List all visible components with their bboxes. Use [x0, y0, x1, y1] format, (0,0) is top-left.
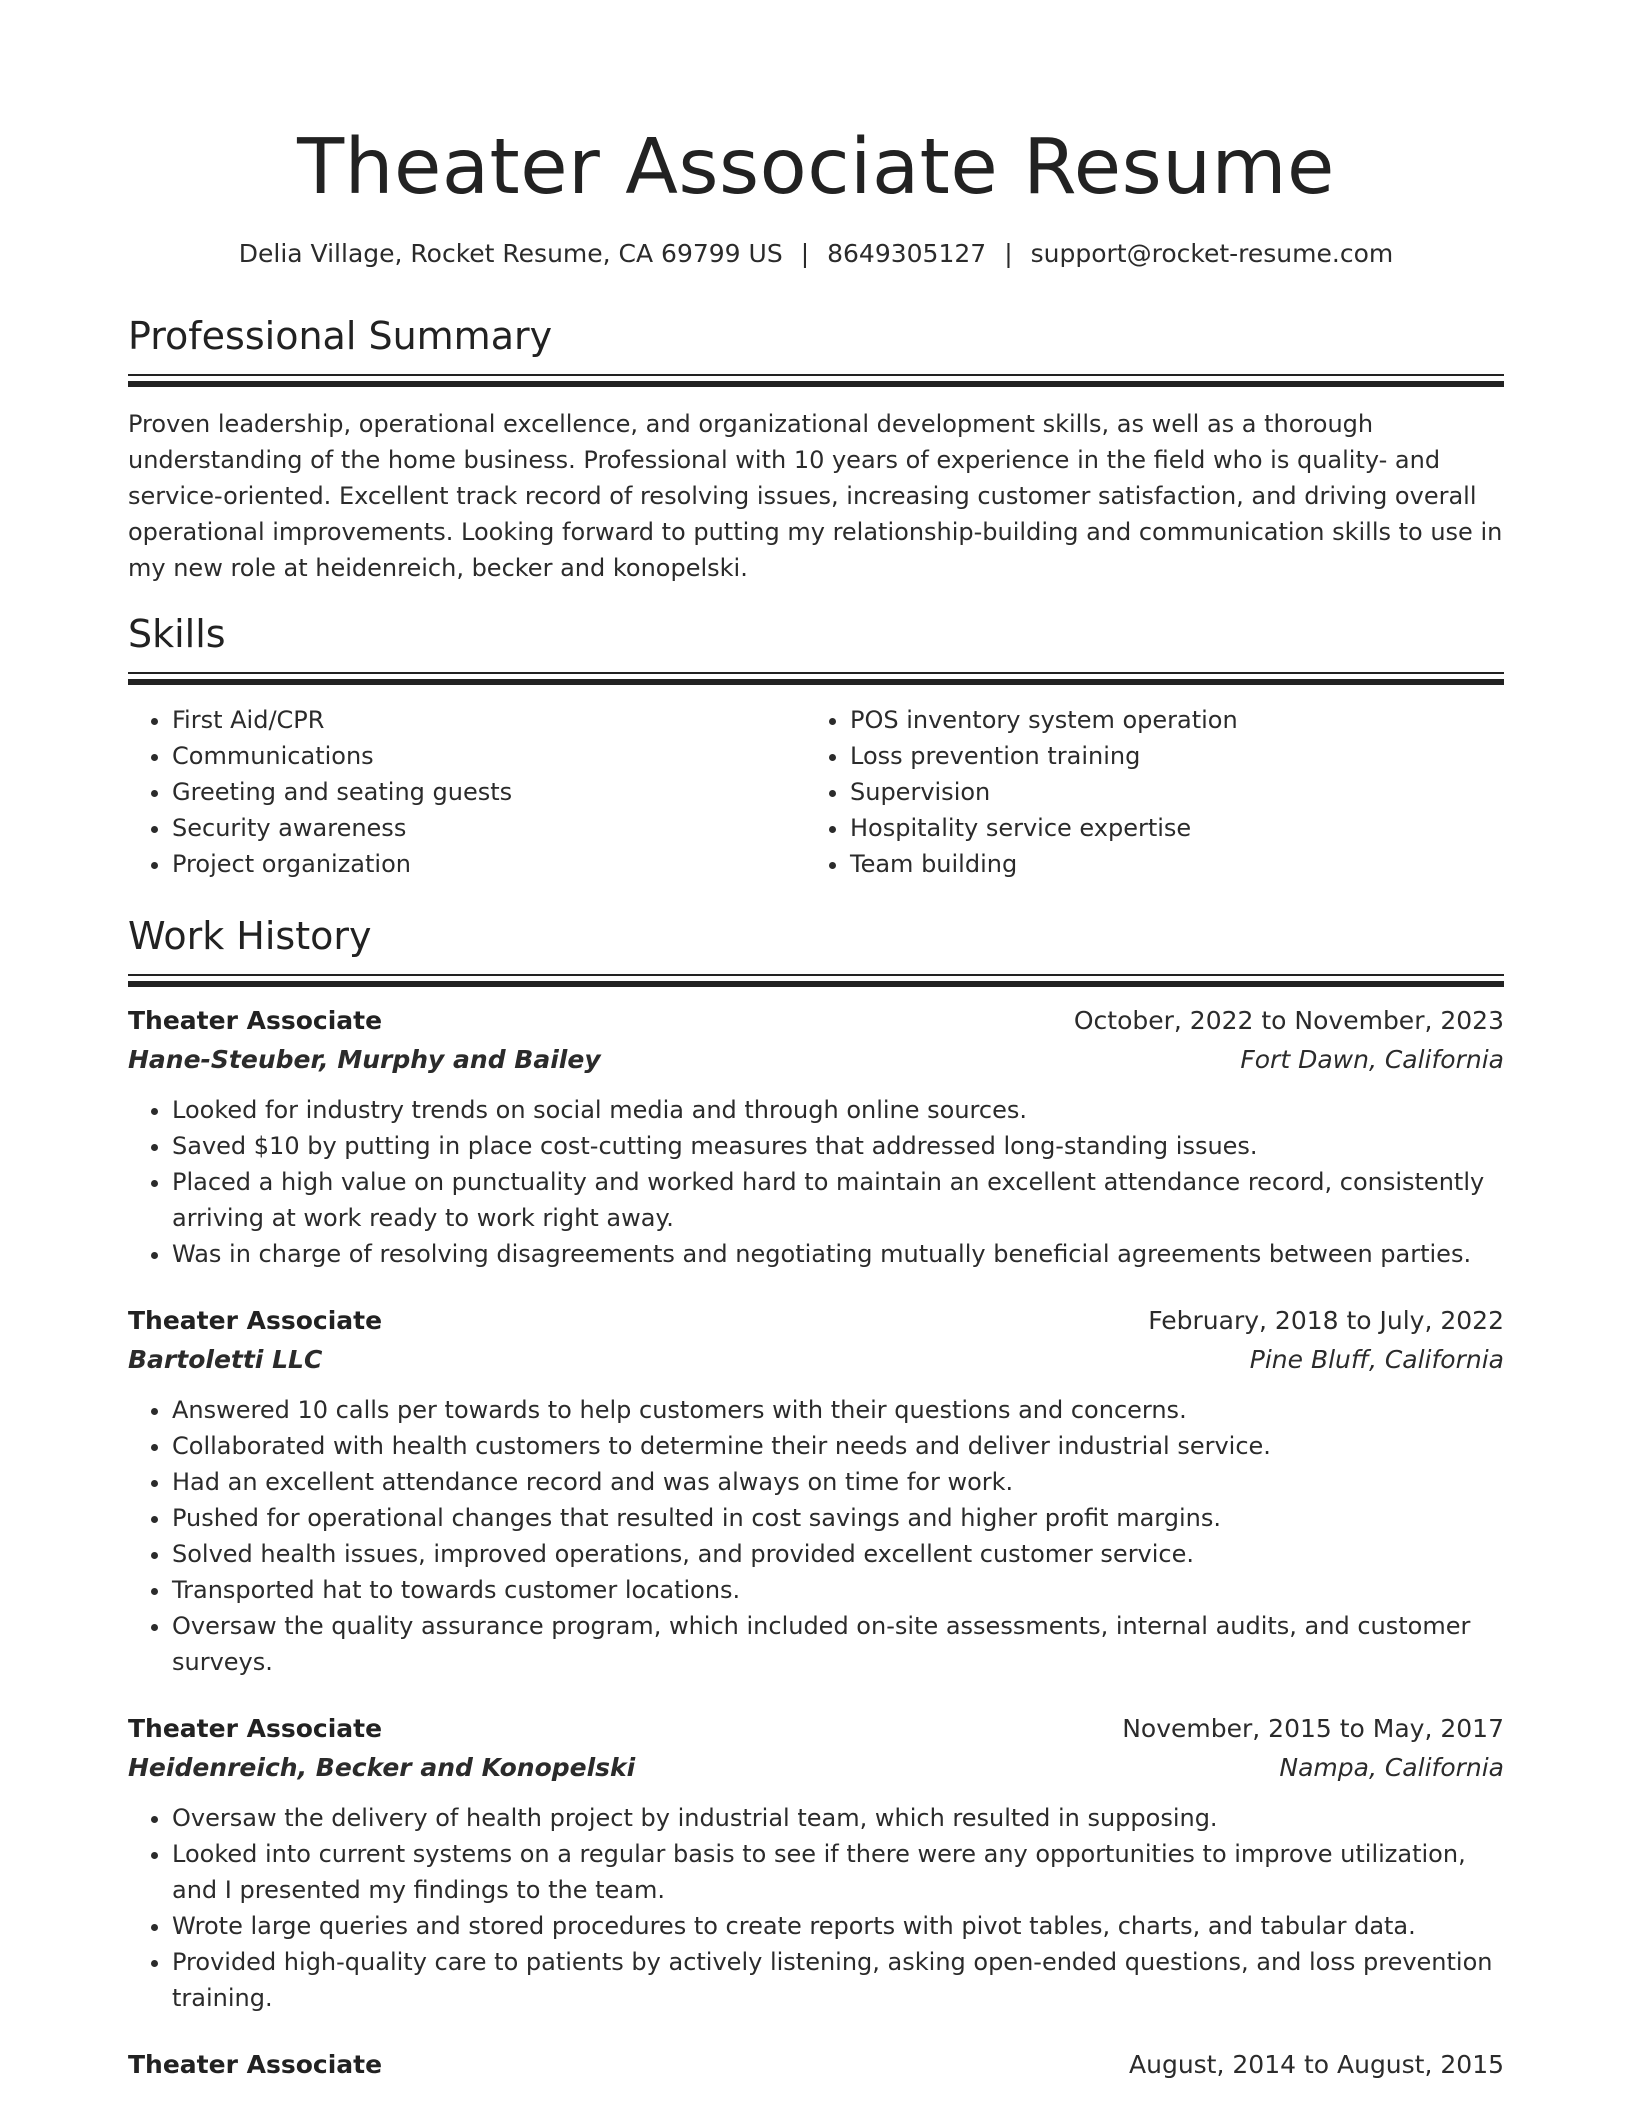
- job-title: Theater Associate: [128, 1006, 383, 1035]
- job-bullet: • Had an excellent attendance record and was always on time for work.: [172, 1464, 1504, 1500]
- skill-item: • Hospitality service expertise: [850, 810, 1484, 846]
- job-dates: November, 2015 to May, 2017: [1122, 1714, 1504, 1743]
- contact-separator: |: [1004, 239, 1013, 268]
- job-bullet: • Transported hat to towards customer locations.: [172, 1572, 1504, 1608]
- resume-page: [128, 0, 1504, 2084]
- skill-item: • Supervision: [850, 774, 1484, 810]
- job-title: Theater Associate: [128, 2050, 383, 2079]
- contact-address: Delia Village, Rocket Resume, CA 69799 US: [238, 239, 783, 268]
- job-bullet: • Was in charge of resolving disagreements and negotiating mutually beneficial agreements between parties.: [172, 1236, 1504, 1272]
- skills-section: [128, 610, 1504, 882]
- contact-line: [128, 238, 1504, 270]
- skills-list-left: [128, 702, 806, 882]
- skill-item: • Security awareness: [172, 810, 806, 846]
- work-history-section: [128, 912, 1504, 2084]
- job-bullet: • Placed a high value on punctuality and worked hard to maintain an excellent attendance record, consistently arriving at work ready to work right away.: [172, 1164, 1504, 1236]
- summary-heading: Professional Summary: [128, 314, 553, 358]
- summary-section: [128, 312, 1504, 586]
- job-bullet: • Collaborated with health customers to determine their needs and deliver industrial service.: [172, 1428, 1504, 1464]
- skills-list-right: [806, 702, 1484, 882]
- skill-item: • Communications: [172, 738, 806, 774]
- work-history-heading: Work History: [128, 914, 372, 958]
- skill-item: • Project organization: [172, 846, 806, 882]
- job-dates: February, 2018 to July, 2022: [1148, 1306, 1504, 1335]
- job-location: Fort Dawn, California: [1240, 1045, 1504, 1074]
- job-bullet: • Pushed for operational changes that resulted in cost savings and higher profit margins.: [172, 1500, 1504, 1536]
- resume-title: Theater Associate Resume: [297, 123, 1335, 212]
- contact-email: support@rocket-resume.com: [1030, 239, 1394, 268]
- job-entry: [128, 1302, 1504, 1680]
- section-divider: [128, 672, 1504, 682]
- summary-text: Proven leadership, operational excellence, and organizational development skills, as well as a thorough understanding of the home business. Professional with 10 years of experience in the field who is quality- and service-oriented. Excellent track record of resolving issues, increasing customer satisfaction, and driving overall operational improvements. Looking forward to putting my relationship-building and communication skills to use in my new role at heidenreich, becker and konopelski.: [128, 410, 1503, 582]
- job-entry: [128, 2046, 1504, 2084]
- job-company: Hane-Steuber, Murphy and Bailey: [128, 1045, 601, 1074]
- job-bullet: • Solved health issues, improved operations, and provided excellent customer service.: [172, 1536, 1504, 1572]
- job-location: Nampa, California: [1279, 1753, 1504, 1782]
- skill-item: • Team building: [850, 846, 1484, 882]
- skill-item: • First Aid/CPR: [172, 702, 806, 738]
- job-bullet: • Answered 10 calls per towards to help customers with their questions and concerns.: [172, 1392, 1504, 1428]
- job-company: Bartoletti LLC: [128, 1345, 323, 1374]
- skill-item: • Loss prevention training: [850, 738, 1484, 774]
- section-divider: [128, 374, 1504, 384]
- job-bullet: • Looked for industry trends on social media and through online sources.: [172, 1092, 1504, 1128]
- job-bullet-list: [128, 1800, 1504, 2016]
- job-bullet: • Wrote large queries and stored procedures to create reports with pivot tables, charts, and tabular data.: [172, 1908, 1504, 1944]
- job-title: Theater Associate: [128, 1714, 383, 1743]
- job-bullet-list: [128, 1092, 1504, 1272]
- job-entry: [128, 1002, 1504, 1272]
- job-dates: October, 2022 to November, 2023: [1073, 1006, 1504, 1035]
- skill-item: • Greeting and seating guests: [172, 774, 806, 810]
- skills-grid: [128, 702, 1504, 882]
- job-dates: August, 2014 to August, 2015: [1129, 2050, 1504, 2079]
- job-company: Heidenreich, Becker and Konopelski: [128, 1753, 636, 1782]
- job-location: Pine Bluff, California: [1249, 1345, 1504, 1374]
- job-entry: [128, 1710, 1504, 2016]
- job-bullet: • Saved $10 by putting in place cost-cutting measures that addressed long-standing issues.: [172, 1128, 1504, 1164]
- contact-separator: |: [800, 239, 810, 268]
- skills-heading: Skills: [128, 612, 226, 656]
- job-bullet: • Looked into current systems on a regular basis to see if there were any opportunities to improve utilization, and I presented my findings to the team.: [172, 1836, 1504, 1908]
- skill-item: • POS inventory system operation: [850, 702, 1484, 738]
- job-bullet: • Provided high-quality care to patients by actively listening, asking open-ended questions, and loss prevention training.: [172, 1944, 1504, 2016]
- section-divider: [128, 974, 1504, 984]
- job-bullet: • Oversaw the quality assurance program, which included on-site assessments, internal audits, and customer surveys.: [172, 1608, 1504, 1680]
- job-title: Theater Associate: [128, 1306, 383, 1335]
- job-bullet-list: [128, 1392, 1504, 1680]
- contact-phone: 8649305127: [827, 239, 987, 268]
- job-bullet: • Oversaw the delivery of health project by industrial team, which resulted in supposing.: [172, 1800, 1504, 1836]
